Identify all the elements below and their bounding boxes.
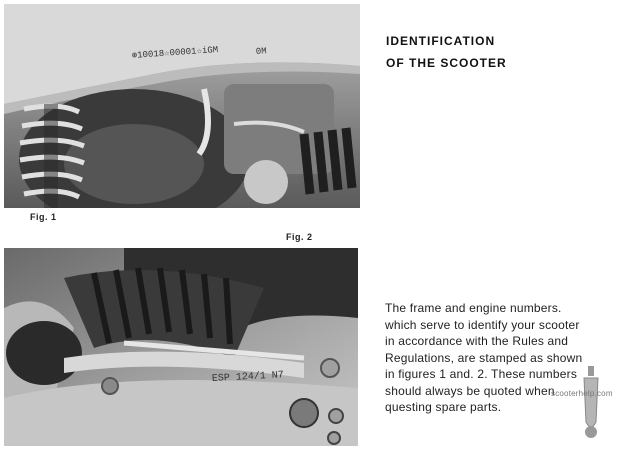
- body-line: in accordance with the Rules and: [385, 334, 569, 348]
- body-paragraph: [385, 300, 600, 416]
- body-line: which serve to identify your scooter: [385, 317, 580, 332]
- body-line: Regulations, are stamped as shown: [385, 350, 583, 365]
- figure-1-photo: [4, 4, 360, 208]
- figure-2-photo: [4, 248, 358, 446]
- figure-1-caption: Fig. 1: [30, 212, 57, 222]
- body-line: should always be quoted when: [385, 383, 555, 398]
- body-line: The frame and engine numbers.: [385, 301, 562, 315]
- frame-number-stamp: ⊕10018☆00001☆iGM: [131, 44, 219, 61]
- body-line: in figures 1 and. 2. These numbers: [385, 367, 578, 381]
- frame-number-suffix: 0M: [255, 46, 267, 57]
- figure-2-caption: Fig. 2: [286, 232, 313, 242]
- body-line: questing spare parts.: [385, 400, 502, 414]
- page-title-line-2: OF THE SCOOTER: [386, 56, 507, 70]
- scooter-logo-icon: [580, 362, 602, 442]
- frame-photo: [4, 4, 360, 208]
- page-title-line-1: IDENTIFICATION: [386, 34, 496, 48]
- engine-photo: [4, 248, 358, 446]
- watermark-text: scooterhelp.com: [551, 389, 613, 398]
- engine-number-stamp: ESP 124/1 N7: [211, 370, 285, 385]
